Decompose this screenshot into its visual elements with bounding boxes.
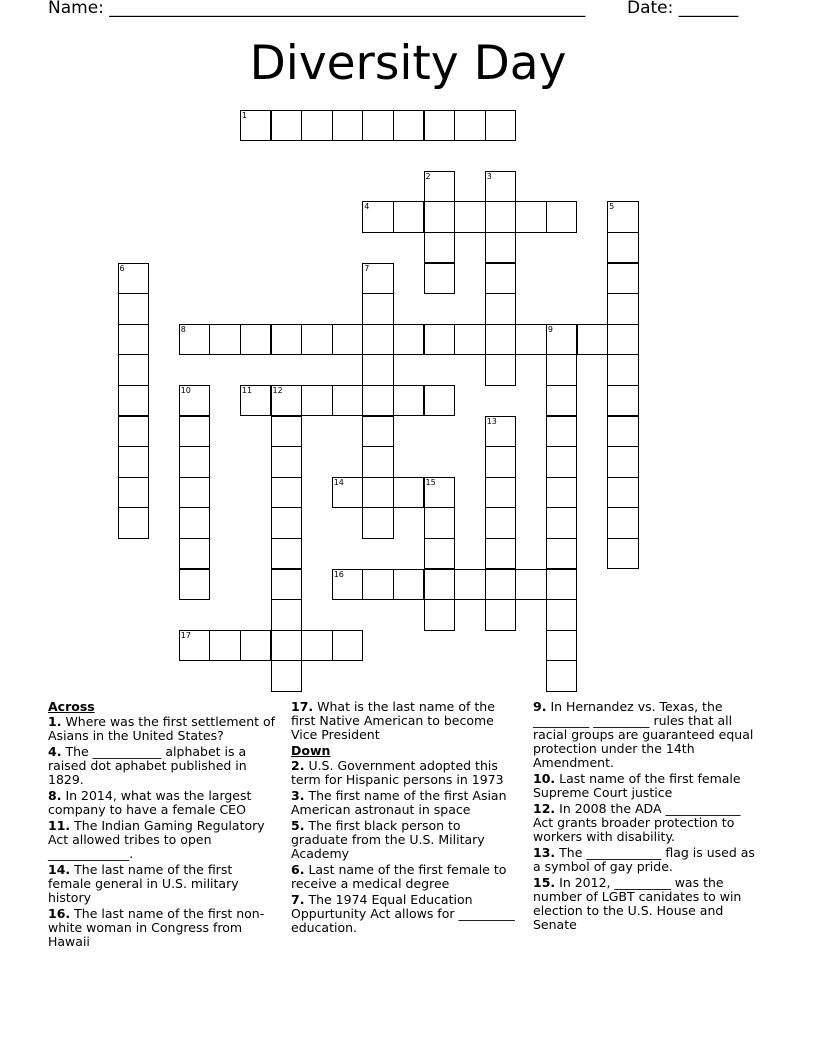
clue-down-6: 6. Last name of the first female to receive a medical degree	[291, 862, 507, 891]
grid-cell[interactable]	[271, 538, 303, 570]
grid-cell[interactable]	[485, 416, 517, 448]
clue-number: 8	[180, 324, 186, 334]
grid-cell[interactable]	[546, 660, 578, 692]
grid-cell[interactable]	[362, 324, 394, 356]
grid-cell[interactable]	[240, 385, 272, 417]
grid-cell[interactable]	[393, 385, 425, 417]
grid-cell[interactable]	[362, 569, 394, 601]
clue-number: 13	[486, 416, 497, 426]
grid-cell[interactable]	[485, 110, 517, 142]
grid-cell[interactable]	[362, 507, 394, 539]
grid-cell[interactable]	[362, 385, 394, 417]
grid-cell[interactable]	[424, 263, 456, 295]
grid-cell[interactable]	[179, 446, 211, 478]
grid-cell[interactable]	[179, 538, 211, 570]
grid-cell[interactable]	[607, 293, 639, 325]
grid-cell[interactable]	[546, 385, 578, 417]
grid-cell[interactable]	[424, 110, 456, 142]
grid-cell[interactable]	[362, 477, 394, 509]
grid-cell[interactable]	[546, 416, 578, 448]
grid-cell[interactable]	[179, 630, 211, 662]
grid-cell[interactable]	[546, 354, 578, 386]
grid-cell[interactable]	[485, 293, 517, 325]
grid-cell[interactable]	[485, 263, 517, 295]
grid-cell[interactable]	[362, 446, 394, 478]
grid-cell[interactable]	[301, 110, 333, 142]
clue-down-9: 9. In Hernandez vs. Texas, the _________ _________ rules that all racial groups are guaranteed equal protection under the 14th Amendment.	[533, 699, 754, 770]
grid-cell[interactable]	[271, 477, 303, 509]
grid-cell[interactable]	[515, 324, 547, 356]
grid-cell[interactable]	[607, 385, 639, 417]
grid-cell[interactable]	[179, 569, 211, 601]
grid-cell[interactable]	[362, 201, 394, 233]
grid-cell[interactable]	[118, 416, 150, 448]
grid-cell[interactable]	[454, 324, 486, 356]
grid-cell[interactable]	[485, 477, 517, 509]
grid-cell[interactable]	[332, 385, 364, 417]
grid-cell[interactable]	[393, 201, 425, 233]
grid-cell[interactable]	[301, 630, 333, 662]
clue-number: 5	[609, 202, 615, 212]
grid-cell[interactable]	[485, 538, 517, 570]
across-heading: Across	[48, 699, 95, 714]
grid-cell[interactable]	[118, 324, 150, 356]
grid-cell[interactable]	[577, 324, 609, 356]
grid-cell[interactable]	[118, 507, 150, 539]
grid-cell[interactable]	[393, 569, 425, 601]
grid-cell[interactable]	[362, 263, 394, 295]
clues-column-3	[533, 700, 761, 934]
grid-cell[interactable]	[607, 324, 639, 356]
clue-down-2: 2. U.S. Government adopted this term for Hispanic persons in 1973	[291, 758, 504, 787]
grid-cell[interactable]	[546, 507, 578, 539]
grid-cell[interactable]	[332, 110, 364, 142]
clue-down-3: 3. The first name of the first Asian American astronaut in space	[291, 788, 507, 817]
grid-cell[interactable]	[271, 324, 303, 356]
clue-number: 12	[272, 385, 283, 395]
grid-cell[interactable]	[515, 201, 547, 233]
clue-number: 1	[241, 110, 247, 120]
grid-cell[interactable]	[179, 385, 211, 417]
grid-cell[interactable]	[393, 477, 425, 509]
grid-cell[interactable]	[209, 630, 241, 662]
grid-cell[interactable]	[546, 201, 578, 233]
grid-cell[interactable]	[607, 354, 639, 386]
grid-cell[interactable]	[301, 385, 333, 417]
grid-cell[interactable]	[454, 201, 486, 233]
grid-cell[interactable]	[607, 507, 639, 539]
clue-number: 11	[241, 385, 253, 395]
grid-cell[interactable]	[424, 232, 456, 264]
grid-cell[interactable]	[607, 263, 639, 295]
grid-cell[interactable]	[546, 599, 578, 631]
clue-across-14: 14. The last name of the first female general in U.S. military history	[48, 862, 239, 905]
grid-cell[interactable]	[607, 446, 639, 478]
grid-cell[interactable]	[515, 569, 547, 601]
grid-cell[interactable]	[485, 446, 517, 478]
grid-cell[interactable]	[271, 630, 303, 662]
grid-cell[interactable]	[179, 416, 211, 448]
grid-cell[interactable]	[607, 538, 639, 570]
grid-cell[interactable]	[271, 660, 303, 692]
clue-number: 9	[547, 324, 553, 334]
clues-column-2	[291, 700, 519, 937]
clue-number: 4	[364, 202, 370, 212]
grid-cell[interactable]	[485, 569, 517, 601]
clue-across-1: 1. Where was the first settlement of Asians in the United States?	[48, 714, 276, 743]
grid-cell[interactable]	[607, 416, 639, 448]
grid-cell[interactable]	[424, 477, 456, 509]
clue-down-7: 7. The 1974 Equal Education Oppurtunity Act allows for _________ education.	[291, 892, 515, 935]
grid-cell[interactable]	[271, 446, 303, 478]
grid-cell[interactable]	[362, 416, 394, 448]
grid-cell[interactable]	[546, 446, 578, 478]
grid-cell[interactable]	[454, 110, 486, 142]
grid-cell[interactable]	[485, 599, 517, 631]
grid-cell[interactable]	[271, 416, 303, 448]
grid-cell[interactable]	[271, 569, 303, 601]
grid-cell[interactable]	[271, 110, 303, 142]
grid-cell[interactable]	[546, 569, 578, 601]
grid-cell[interactable]	[240, 324, 272, 356]
clue-number: 14	[333, 477, 344, 487]
down-heading: Down	[291, 743, 331, 758]
grid-cell[interactable]	[271, 599, 303, 631]
grid-cell[interactable]	[424, 538, 456, 570]
clue-across-8: 8. In 2014, what was the largest company to have a female CEO	[48, 788, 252, 817]
grid-cell[interactable]	[118, 385, 150, 417]
grid-cell[interactable]	[607, 232, 639, 264]
clue-number: 2	[425, 171, 431, 181]
grid-cell[interactable]	[424, 171, 456, 203]
grid-cell[interactable]	[271, 385, 303, 417]
grid-cell[interactable]	[332, 324, 364, 356]
grid-cell[interactable]	[209, 324, 241, 356]
grid-cell[interactable]	[362, 354, 394, 386]
grid-cell[interactable]	[546, 538, 578, 570]
clue-number: 17	[180, 630, 191, 640]
grid-cell[interactable]	[607, 477, 639, 509]
clue-down-12: 12. In 2008 the ADA ____________ Act grants broader protection to workers with disability.	[533, 801, 741, 844]
grid-cell[interactable]	[240, 110, 272, 142]
grid-cell[interactable]	[424, 599, 456, 631]
grid-cell[interactable]	[332, 569, 364, 601]
clue-down-13: 13. The ____________ flag is used as a symbol of gay pride.	[533, 845, 755, 874]
clue-down-5: 5. The first black person to graduate from the U.S. Military Academy	[291, 818, 485, 861]
grid-cell[interactable]	[393, 324, 425, 356]
clue-number: 16	[333, 569, 344, 579]
grid-cell[interactable]	[485, 507, 517, 539]
grid-cell[interactable]	[118, 446, 150, 478]
grid-cell[interactable]	[485, 324, 517, 356]
grid-cell[interactable]	[485, 354, 517, 386]
grid-cell[interactable]	[362, 293, 394, 325]
grid-cell[interactable]	[546, 324, 578, 356]
clue-across-4: 4. The ___________ alphabet is a raised dot aphabet published in 1829.	[48, 744, 247, 787]
grid-cell[interactable]	[454, 569, 486, 601]
grid-cell[interactable]	[485, 171, 517, 203]
grid-cell[interactable]	[118, 477, 150, 509]
clue-number: 7	[364, 263, 370, 273]
grid-cell[interactable]	[332, 477, 364, 509]
clue-down-15: 15. In 2012, _________ was the number of LGBT canidates to win election to the U.S. House and Senate	[533, 875, 742, 932]
grid-cell[interactable]	[179, 507, 211, 539]
clue-number: 10	[180, 385, 191, 395]
clue-down-10: 10. Last name of the first female Supreme Court justice	[533, 771, 741, 800]
grid-cell[interactable]	[546, 477, 578, 509]
grid-cell[interactable]	[118, 263, 150, 295]
grid-cell[interactable]	[393, 110, 425, 142]
grid-cell[interactable]	[424, 385, 456, 417]
grid-cell[interactable]	[485, 201, 517, 233]
grid-cell[interactable]	[424, 507, 456, 539]
grid-cell[interactable]	[179, 477, 211, 509]
grid-cell[interactable]	[424, 569, 456, 601]
grid-cell[interactable]	[271, 507, 303, 539]
clue-number: 6	[119, 263, 125, 273]
grid-cell[interactable]	[424, 201, 456, 233]
grid-cell[interactable]	[301, 324, 333, 356]
grid-cell[interactable]	[240, 630, 272, 662]
clue-number: 3	[486, 171, 492, 181]
clue-number: 15	[425, 477, 436, 487]
grid-cell[interactable]	[485, 232, 517, 264]
clue-across-17: 17. What is the last name of the first Native American to become Vice President	[291, 699, 495, 742]
grid-cell[interactable]	[362, 110, 394, 142]
grid-cell[interactable]	[424, 324, 456, 356]
grid-cell[interactable]	[118, 354, 150, 386]
grid-cell[interactable]	[332, 630, 364, 662]
clue-across-16: 16. The last name of the first non-white woman in Congress from Hawaii	[48, 906, 265, 949]
clue-across-11: 11. The Indian Gaming Regulatory Act allowed tribes to open _____________.	[48, 818, 265, 861]
date-field-label: Date: _______	[627, 0, 739, 18]
grid-cell[interactable]	[546, 630, 578, 662]
page-title: Diversity Day	[249, 36, 567, 91]
clues-column-1	[48, 700, 276, 951]
grid-cell[interactable]	[118, 293, 150, 325]
grid-cell[interactable]	[179, 324, 211, 356]
name-field-label: Name: ________________________________________________________	[48, 0, 586, 18]
grid-cell[interactable]	[607, 201, 639, 233]
